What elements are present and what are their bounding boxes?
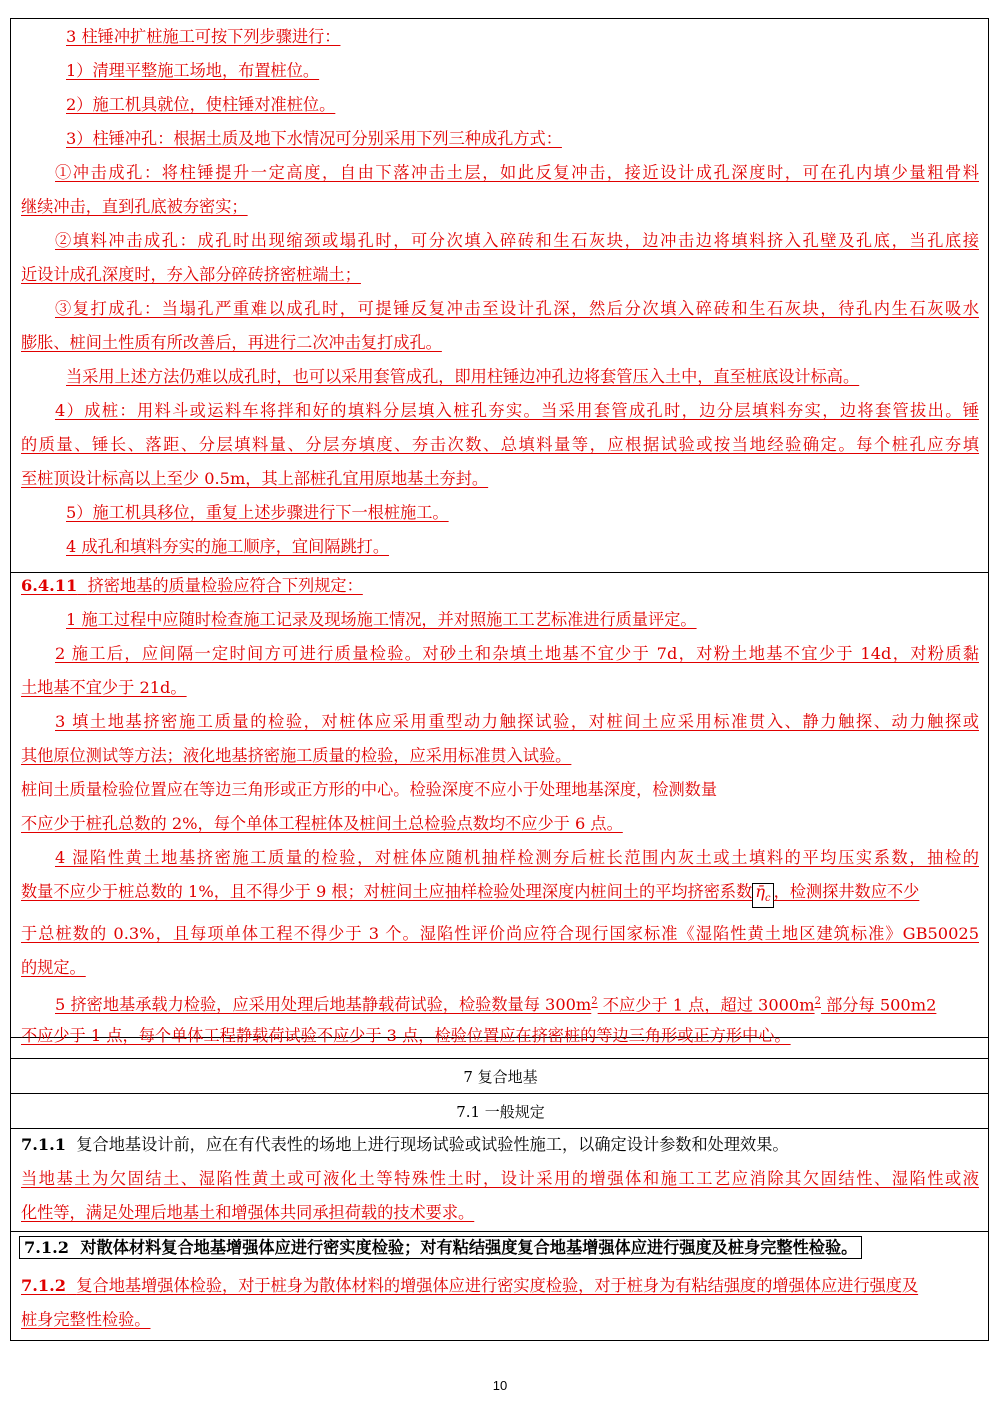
clause-7-1-2-revised-line-2: 桩身完整性检验。: [21, 1310, 151, 1329]
method-3-line-1: ③复打成孔：当塌孔严重难以成孔时，可提锤反复冲击至设计孔深，然后分次填入碎砖和生石灰块，待孔内生石灰吸水: [55, 299, 979, 318]
step-2: 2）施工机具就位，使柱锤对准桩位。: [66, 95, 336, 114]
step-4-line-2: 的质量、锤长、落距、分层填料量、分层夯填度、夯击次数、总填料量等，应根据试验或按当地经验确定。每个桩孔应夯填: [21, 435, 979, 454]
subchapter-title: 7.1 一般规定: [456, 1103, 545, 1121]
step-3: 3）柱锤冲孔：根据土质及地下水情况可分别采用下列三种成孔方式：: [66, 129, 562, 148]
clause-7-1-2-original: 7.1.2 对散体材料复合地基增强体应进行密实度检验；对有粘结强度复合地基增强体应进行强度及桩身完整性检验。: [19, 1238, 862, 1258]
clause-7-1-1-red-line-1: 当地基土为欠固结土、湿陷性黄土或可液化土等特殊性土时，设计采用的增强体和施工工艺应消除其欠固结性、湿陷性或液: [21, 1169, 979, 1188]
inspect-item-3-line-3: 桩间土质量检验位置应在等边三角形或正方形的中心。检验深度不应小于处理地基深度，检测数量: [21, 780, 718, 799]
inspect-item-4-line-2: 数量不应少于桩总数的 1%，且不得少于 9 根；对桩间土应抽样检验处理深度内桩间土的平均挤密系数 $\etā_c$ ，检测探井数应不少: [21, 882, 919, 908]
eta-symbol: $\etā_c$: [752, 883, 773, 908]
chapter-title: 7 复合地基: [463, 1068, 538, 1086]
step-title: 3 柱锤冲扩桩施工可按下列步骤进行：: [66, 27, 341, 46]
step-4-line-3: 至桩顶设计标高以上至少 0.5m，其上部桩孔宜用原地基土夯封。: [21, 469, 489, 488]
clause-7-1-2-cell: [10, 1231, 989, 1341]
subchapter-row: [10, 1093, 989, 1129]
inspect-item-4-line-4: 的规定。: [21, 958, 86, 977]
method-1-line-2: 继续冲击，直到孔底被夯密实；: [21, 197, 248, 216]
chapter-row: [10, 1058, 989, 1094]
method-2-line-2: 近设计成孔深度时，夯入部分碎砖挤密桩端土；: [21, 265, 361, 284]
page-number: 10: [492, 1378, 508, 1393]
method-2-line-1: ②填料冲击成孔：成孔时出现缩颈或塌孔时，可分次填入碎砖和生石灰块，边冲击边将填料挤入孔壁及孔底，当孔底接: [55, 231, 979, 250]
inspect-item-3-line-2: 其他原位测试等方法；液化地基挤密施工质量的检验，应采用标准贯入试验。: [21, 746, 572, 765]
item-4: 4 成孔和填料夯实的施工顺序，宜间隔跳打。: [66, 537, 390, 556]
method-1-line-1: ①冲击成孔：将柱锤提升一定高度，自由下落冲击土层，如此反复冲击，接近设计成孔深度时，可在孔内填少量粗骨料: [55, 163, 979, 182]
clause-7-1-1-cell: [10, 1128, 989, 1232]
inspect-item-3-line-4: 不应少于桩孔总数的 2%，每个单体工程桩体及桩间土总检验点数均不应少于 6 点。: [21, 814, 623, 833]
inspect-item-5-line-2: 不应少于 1 点，每个单体工程静载荷试验不应少于 3 点，检验位置应在挤密桩的等边三角形或正方形中心。: [21, 1026, 791, 1045]
clause-7-1-2-revised-line-1: 7.1.2 复合地基增强体检验，对于桩身为散体材料的增强体应进行密实度检验，对于桩身为有粘结强度的增强体应进行强度及: [21, 1276, 919, 1295]
inspect-item-2-line-2: 土地基不宜少于 21d。: [21, 678, 187, 697]
step-1: 1）清理平整施工场地，布置桩位。: [66, 61, 320, 80]
section-quality-inspection: [10, 572, 989, 1059]
inspect-item-2-line-1: 2 施工后，应间隔一定时间方可进行质量检验。对砂土和杂填土地基不宜少于 7d，对粉土地基不宜少于 14d，对粉质黏: [55, 644, 979, 663]
step-4-line-1: 4）成桩：用料斗或运料车将拌和好的填料分层填入桩孔夯实。当采用套管成孔时，边分层填料夯实，边将套管拔出。锤: [55, 401, 979, 420]
section-pile-construction: [10, 18, 989, 573]
inspect-item-4-line-3: 于总桩数的 0.3%，且每项单体工程不得少于 3 个。湿陷性评价尚应符合现行国家标准《湿陷性黄土地区建筑标准》GB50025: [21, 924, 979, 943]
step-5: 5）施工机具移位，重复上述步骤进行下一根桩施工。: [66, 503, 449, 522]
inspect-item-1: 1 施工过程中应随时检查施工记录及现场施工情况，并对照施工工艺标准进行质量评定。: [66, 610, 697, 629]
inspect-item-4-line-1: 4 湿陷性黄土地基挤密施工质量的检验，对桩体应随机抽样检测夯后桩长范围内灰土或土填料的平均压实系数，抽检的: [55, 848, 979, 867]
clause-7-1-1-red-line-2: 化性等，满足处理后地基土和增强体共同承担荷载的技术要求。: [21, 1203, 475, 1222]
casing-note: 当采用上述方法仍难以成孔时，也可以采用套管成孔，即用柱锤边冲孔边将套管压入土中，直至桩底设计标高。: [66, 367, 860, 386]
inspect-item-5-line-1: 5 挤密地基承载力检验，应采用处理后地基静载荷试验，检验数量每 $300m^2$ 不应少于 1 点，超过 $3000m^2$ 部分每 500m2: [55, 995, 937, 1015]
inspect-item-3-line-1: 3 填土地基挤密施工质量的检验，对桩体应采用重型动力触探试验，对桩间土应采用标准贯入、静力触探、动力触探或: [55, 712, 979, 731]
clause-7-1-1: 7.1.1 复合地基设计前，应在有代表性的场地上进行现场试验或试验性施工，以确定设计参数和处理效果。: [21, 1135, 789, 1154]
clause-6-4-11: 6.4.11 挤密地基的质量检验应符合下列规定：: [21, 576, 363, 595]
method-3-line-2: 膨胀、桩间土性质有所改善后，再进行二次冲击复打成孔。: [21, 333, 442, 352]
